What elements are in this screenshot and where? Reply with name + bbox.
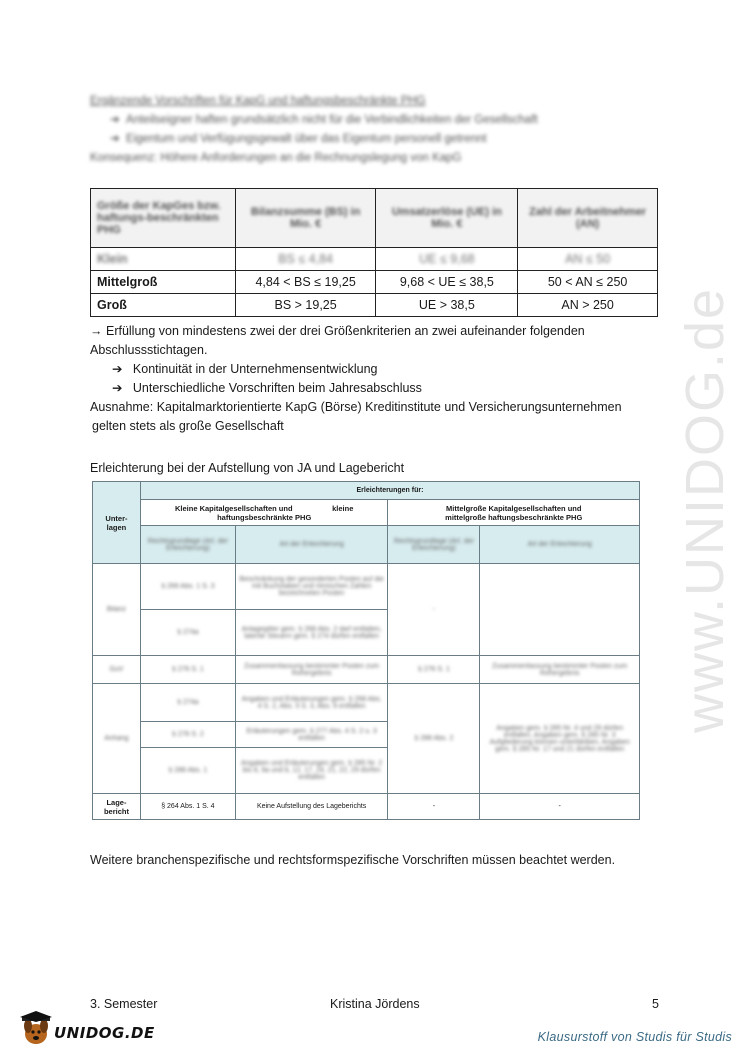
row-anhang: Anhang [93,684,141,794]
closing-text: Weitere branchenspezifische und rechtsformspezifische Vorschriften müssen beachtet werden. [90,853,616,867]
cell-bs: BS > 19,25 [235,294,376,317]
header-ue: Umsatzerlöse (UE) in Mio. € [391,206,502,230]
ease-table [92,481,640,820]
cell-ue: 9,68 < UE ≤ 38,5 [376,271,518,294]
unidog-logo[interactable] [18,1010,158,1050]
cell-ue: UE ≤ 9,68 [419,252,475,266]
size-row-mittelgross [91,271,658,294]
guv-medium-legal: § 276 S. 1 [388,656,480,684]
size-table-header [91,189,658,248]
ease-heading: Erleichterung bei der Aufstellung von JA und Lagebericht [90,461,405,475]
criteria-line-1: → Erfüllung von mindestens zwei der drei Größenkriterien an zwei aufeinander folgenden [90,324,585,338]
anhang-medium-legal: § 288 Abs. 2 [388,684,480,794]
intro-heading: Ergänzende Vorschriften für KapG und haftungsbeschränkte PHG [90,95,426,107]
footer-author: Kristina Jördens [330,997,420,1011]
anhang-2-legal: § 276 S. 2 [140,722,235,748]
cell-an: 50 < AN ≤ 250 [518,271,658,294]
anhang-3-kind: Angaben und Erläuterungen gem. § 285 Nr. 2 bis 8, 9a und b, 12, 17, 19, 21, 22, 29 dürfen entfallen [235,748,388,794]
bullet-1: ➔ Kontinuität in der Unternehmensentwicklung [112,362,378,376]
header-an: Zahl der Arbeitnehmer (AN) [529,206,647,230]
header-bs: Bilanzsumme (BS) in Mio. € [250,206,361,230]
footer-page-number: 5 [652,997,659,1011]
exception-line-1: Ausnahme: Kapitalmarktorientierte KapG (Börse) Kreditinstitute und Versicherungsunternehmen [90,400,622,414]
intro-bullet-2: ➔ Eigentum und Verfügungsgewalt über das Eigentum personell getrennt [110,133,487,145]
anhang-2-kind: Erläuterungen gem. § 277 Abs. 4 S. 2 u. 3 entfallen [235,722,388,748]
row-label: Klein [97,252,128,266]
exception-line-2: gelten stets als große Gesellschaft [92,419,284,433]
size-criteria-table [90,188,658,317]
guv-kind: Zusammenfassung bestimmter Posten zum Rohergebnis [235,656,388,684]
group-header: Erleichterungen für: [140,482,639,500]
bilanz-1-legal: § 266 Abs. 1 S. 3 [140,564,235,610]
bilanz-medium-kind [480,564,640,656]
watermark: www.UNIDOG.de [675,286,735,734]
row-header-cell: Unter-lagen [93,482,141,564]
row-label: Groß [91,294,236,317]
intro-bullet-1: ➔ Anteilseigner haften grundsätzlich nicht für die Verbindlichkeiten der Gesellschaft [110,114,538,126]
bilanz-2-kind: Anlagegitter gem. § 268 Abs. 2 darf entfallen, latente Steuern gem. § 274 dürfen entfallen [235,610,388,656]
logo-text: UNIDOG.DE [54,1024,155,1042]
criteria-line-2: Abschlussstichtagen. [90,343,208,357]
anhang-1-legal: § 274a [140,684,235,722]
intro-block [90,92,650,168]
sub-kind-2: Art der Erleichterung [480,526,640,564]
lage-kind: Keine Aufstellung des Lageberichts [235,794,388,820]
sub-kind-1: Art der Erleichterung [235,526,388,564]
bullet-2: ➔ Unterschiedliche Vorschriften beim Jahresabschluss [112,381,422,395]
row-guv: GuV [93,656,141,684]
anhang-1-kind: Angaben und Erläuterungen gem. § 268 Abs. 4 S. 2, Abs. 5 S. 3, Abs. 6 entfallen [235,684,388,722]
cell-an: AN > 250 [518,294,658,317]
lage-medium-kind: - [480,794,640,820]
size-row-gross [91,294,658,317]
footer-tagline: Klausurstoff von Studis für Studis [537,1030,732,1044]
bilanz-medium-legal: - [388,564,480,656]
criteria-text [90,322,670,436]
row-bilanz: Bilanz [93,564,141,656]
sub-legal-2: Rechtsgrundlage (Art. der Erleichterung) [388,526,480,564]
small-header: Kleine Kapitalgesellschaften und kleine haftungsbeschränkte PHG [140,500,388,526]
cell-bs: 4,84 < BS ≤ 19,25 [235,271,376,294]
cell-ue: UE > 38,5 [376,294,518,317]
guv-legal: § 276 S. 1 [140,656,235,684]
bilanz-1-kind: Beschränkung der gesonderten Posten auf die mit Buchstaben und römischen Zahlen bezeichneten Posten [235,564,388,610]
footer-semester: 3. Semester [90,997,158,1011]
bilanz-2-legal: § 274a [140,610,235,656]
lage-medium-legal: - [388,794,480,820]
sub-legal-1: Rechtsgrundlage (Art. der Erleichterung) [140,526,235,564]
cell-an: AN ≤ 50 [565,252,611,266]
medium-header: Mittelgroße Kapitalgesellschaften und mittelgroße haftungsbeschränkte PHG [388,500,640,526]
anhang-3-legal: § 288 Abs. 1 [140,748,235,794]
header-size: Größe der KapGes bzw. haftungs-beschränkten PHG [97,200,221,236]
guv-medium-kind: Zusammenfassung bestimmter Posten zum Rohergebnis [480,656,640,684]
row-lagebericht: Lage-bericht [93,794,141,820]
row-label: Mittelgroß [91,271,236,294]
cell-bs: BS ≤ 4,84 [278,252,334,266]
anhang-medium-kind: Angaben gem. § 285 Nr. 4 und 29 dürfen entfallen, Angaben gem. § 285 Nr. 3 Aufgliederung können unterbleiben, Angaben gem. § 285 Nr. 17 und 21 dürfen entfallen [480,684,640,794]
lage-legal: § 264 Abs. 1 S. 4 [140,794,235,820]
intro-consequence: Konsequenz: Höhere Anforderungen an die Rechnungslegung von KapG [90,152,462,164]
size-row-klein [91,248,658,271]
